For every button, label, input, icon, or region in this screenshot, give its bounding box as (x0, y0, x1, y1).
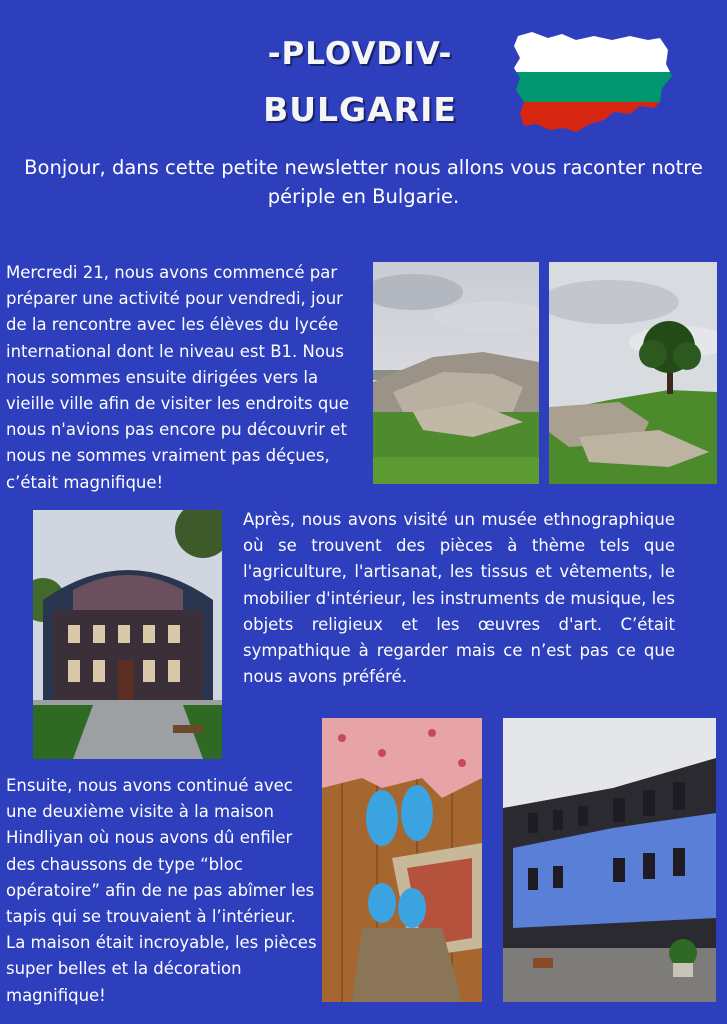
paragraph-wednesday: Mercredi 21, nous avons commencé par préparer une activité pour vendredi, jour de la rencontre avec les élèves du lycée international dont le niveau est B1. Nous nous sommes ensuite dirigées vers la vieille ville afin de visiter les endroits que nous n'avions pas encore pu découvrir et nous ne sommes vraiment pas déçues, c’était magnifique! (6, 263, 349, 492)
paragraph-hindliyan: Ensuite, nous avons continué avec une deuxième visite à la maison Hindliyan où nous avons dû enfiler des chaussons de type “bloc opératoire” afin de ne pas abîmer les tapis qui se trouvaient à l’intérieur. La maison était incroyable, les pièces super belles et la décoration magnifique! (6, 776, 317, 1005)
page-title-line1: -PLOVDIV- (267, 36, 453, 72)
shoe-covers-photo (322, 718, 482, 1002)
hindliyan-house-photo (503, 718, 716, 1002)
intro-text: Bonjour, dans cette petite newsletter nous allons vous raconter notre périple en Bulgarie. (24, 156, 703, 208)
ruins-tree-photo (549, 262, 717, 484)
page-title-line2: BULGARIE (263, 90, 457, 129)
paragraph-museum: Après, nous avons visité un musée ethnographique où se trouvent des pièces à thème tels que l'agriculture, l'artisanat, les tissus et vêtements, le mobilier d'intérieur, les instruments de musique, les objets religieux et les œuvres d'art. C’était sympathique à regarder mais ce n’est pas ce que nous avons préféré. (243, 510, 675, 687)
bulgaria-map-flag-icon (510, 28, 675, 138)
ethnographic-museum-photo (33, 510, 222, 759)
ruins-photo-1 (373, 262, 539, 484)
